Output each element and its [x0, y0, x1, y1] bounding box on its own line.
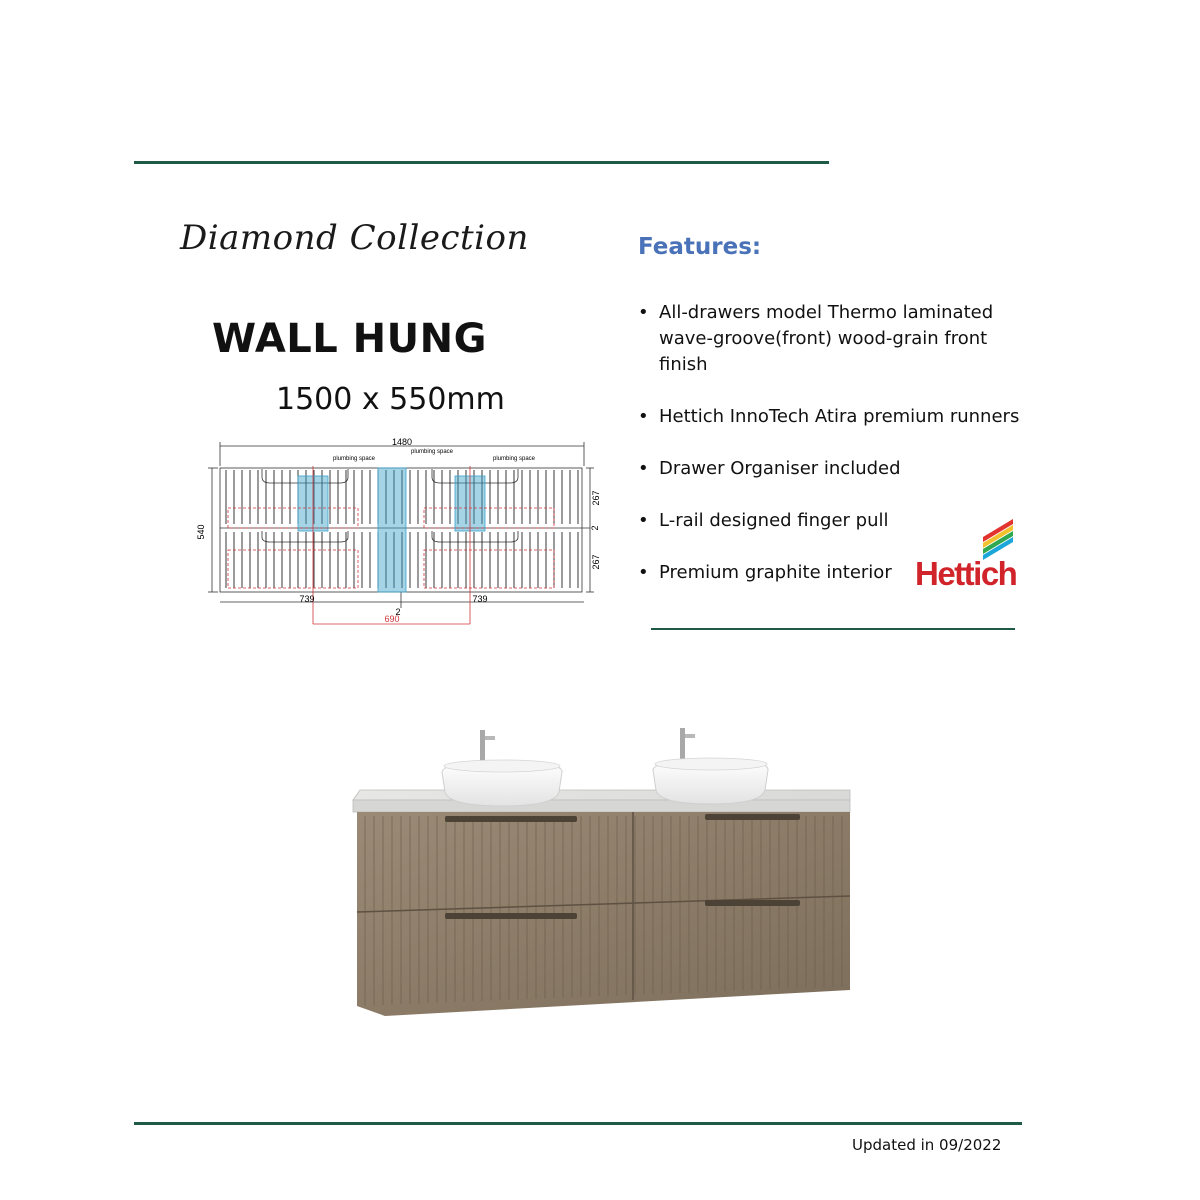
- lower-half-label: 267: [591, 554, 601, 570]
- features-heading: Features:: [638, 234, 762, 260]
- basin-centres-label: 690: [384, 614, 400, 624]
- finger-pull: [445, 816, 577, 822]
- feature-item: • Hettich InnoTech Atira premium runners: [638, 404, 1028, 430]
- drawer-interior-right-bottom: [424, 550, 554, 588]
- hettich-logo-text: Hettich: [915, 555, 1017, 592]
- top-rule: [134, 161, 829, 164]
- drawer-interior-left-top: [228, 508, 358, 528]
- feature-item: • Drawer Organiser included: [638, 456, 1028, 482]
- right-section-label: 739: [472, 594, 488, 604]
- drawer-interior-right-top: [424, 508, 554, 528]
- left-section-label: 739: [299, 594, 315, 604]
- features-rule: [651, 628, 1015, 630]
- cabinet-body: [357, 812, 850, 1016]
- plumbing-label-right: plumbing space: [492, 456, 536, 462]
- product-size: 1500 x 550mm: [276, 382, 505, 417]
- countertop: [353, 790, 850, 800]
- gap-right-label: 2: [590, 525, 600, 531]
- feature-item: • L-rail designed finger pull: [638, 508, 1028, 534]
- height-label: 540: [196, 524, 206, 540]
- plumbing-label-centre: plumbing space: [410, 449, 454, 455]
- feature-item: • All-drawers model Thermo laminated wave-groove(front) wood-grain front finish: [638, 300, 1028, 378]
- technical-drawing: [192, 436, 604, 632]
- tap-right: [680, 728, 685, 762]
- width-label: 1480: [391, 437, 413, 447]
- bottom-rule: [134, 1122, 1022, 1125]
- gap-bottom-label: 2: [395, 607, 401, 617]
- feature-item: • Premium graphite interior: [638, 560, 1028, 586]
- upper-half-label: 267: [591, 490, 601, 506]
- collection-logo: Diamond Collection: [180, 218, 529, 258]
- drawer-interior-left-bottom: [228, 550, 358, 588]
- plumbing-label-left: plumbing space: [332, 456, 376, 462]
- finger-pull: [445, 913, 577, 919]
- vanity-illustration: [345, 700, 855, 1020]
- tap-left: [480, 730, 485, 762]
- updated-date: Updated in 09/2022: [852, 1136, 1002, 1154]
- finger-pull: [705, 900, 800, 906]
- hettich-logo: [913, 515, 1033, 595]
- product-title: WALL HUNG: [212, 316, 487, 362]
- finger-pull: [705, 814, 800, 820]
- plumbing-area-centre: [378, 468, 406, 592]
- hettich-logo-stripes: [983, 519, 1013, 560]
